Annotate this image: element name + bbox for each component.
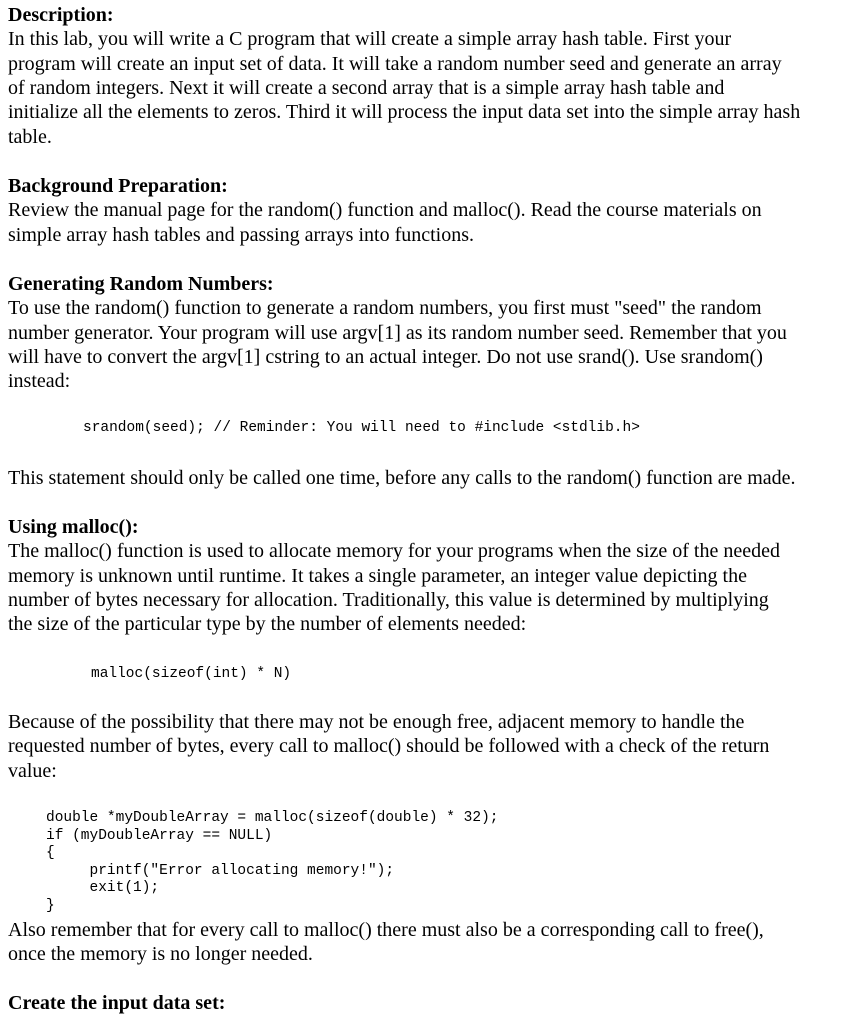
malloc-line: the size of the particular type by the number of elements needed: (8, 613, 527, 635)
malloc-line: memory is unknown until runtime. It takes a single parameter, an integer value depicting the (8, 565, 747, 587)
description-line: program will create an input set of data. It will take a random number seed and generate an array (8, 53, 782, 75)
malloc-heading: Using malloc(): (8, 516, 139, 538)
malloc-line: number of bytes necessary for allocation. Traditionally, this value is determined by multiplying (8, 589, 769, 611)
malloc-line: The malloc() function is used to allocate memory for your programs when the size of the needed (8, 540, 780, 562)
description-line: of random integers. Next it will create a second array that is a simple array hash table and (8, 77, 725, 99)
description-heading: Description: (8, 4, 114, 26)
srandom-code: srandom(seed); // Reminder: You will need to #include <stdlib.h> (83, 420, 640, 436)
input-set-heading: Create the input data set: (8, 992, 226, 1014)
random-after-line: This statement should only be called one time, before any calls to the random() function are made. (8, 467, 796, 489)
malloc-line: value: (8, 760, 57, 782)
random-line: instead: (8, 370, 71, 392)
malloc-line: requested number of bytes, every call to malloc() should be followed with a check of the return (8, 735, 770, 757)
random-line: will have to convert the argv[1] cstring to an actual integer. Do not use srand(). Use srandom() (8, 346, 763, 368)
background-heading: Background Preparation: (8, 175, 228, 197)
random-heading: Generating Random Numbers: (8, 273, 274, 295)
malloc-check-code: double *myDoubleArray = malloc(sizeof(double) * 32); if (myDoubleArray == NULL) { printf("Error allocating memory!"); exit(1); } (46, 810, 499, 914)
malloc-line: Because of the possibility that there may not be enough free, adjacent memory to handle the (8, 711, 745, 733)
random-line: To use the random() function to generate a random numbers, you first must "seed" the random (8, 297, 762, 319)
malloc-line: once the memory is no longer needed. (8, 943, 313, 965)
description-line: table. (8, 126, 52, 148)
description-line: In this lab, you will write a C program that will create a simple array hash table. First your (8, 28, 732, 50)
description-line: initialize all the elements to zeros. Third it will process the input data set into the simple array hash (8, 101, 801, 123)
malloc-line: Also remember that for every call to malloc() there must also be a corresponding call to free(), (8, 919, 764, 941)
malloc-code: malloc(sizeof(int) * N) (91, 666, 292, 682)
random-line: number generator. Your program will use argv[1] as its random number seed. Remember that you (8, 322, 787, 344)
background-line: simple array hash tables and passing arrays into functions. (8, 224, 474, 246)
background-line: Review the manual page for the random() function and malloc(). Read the course materials on (8, 199, 762, 221)
